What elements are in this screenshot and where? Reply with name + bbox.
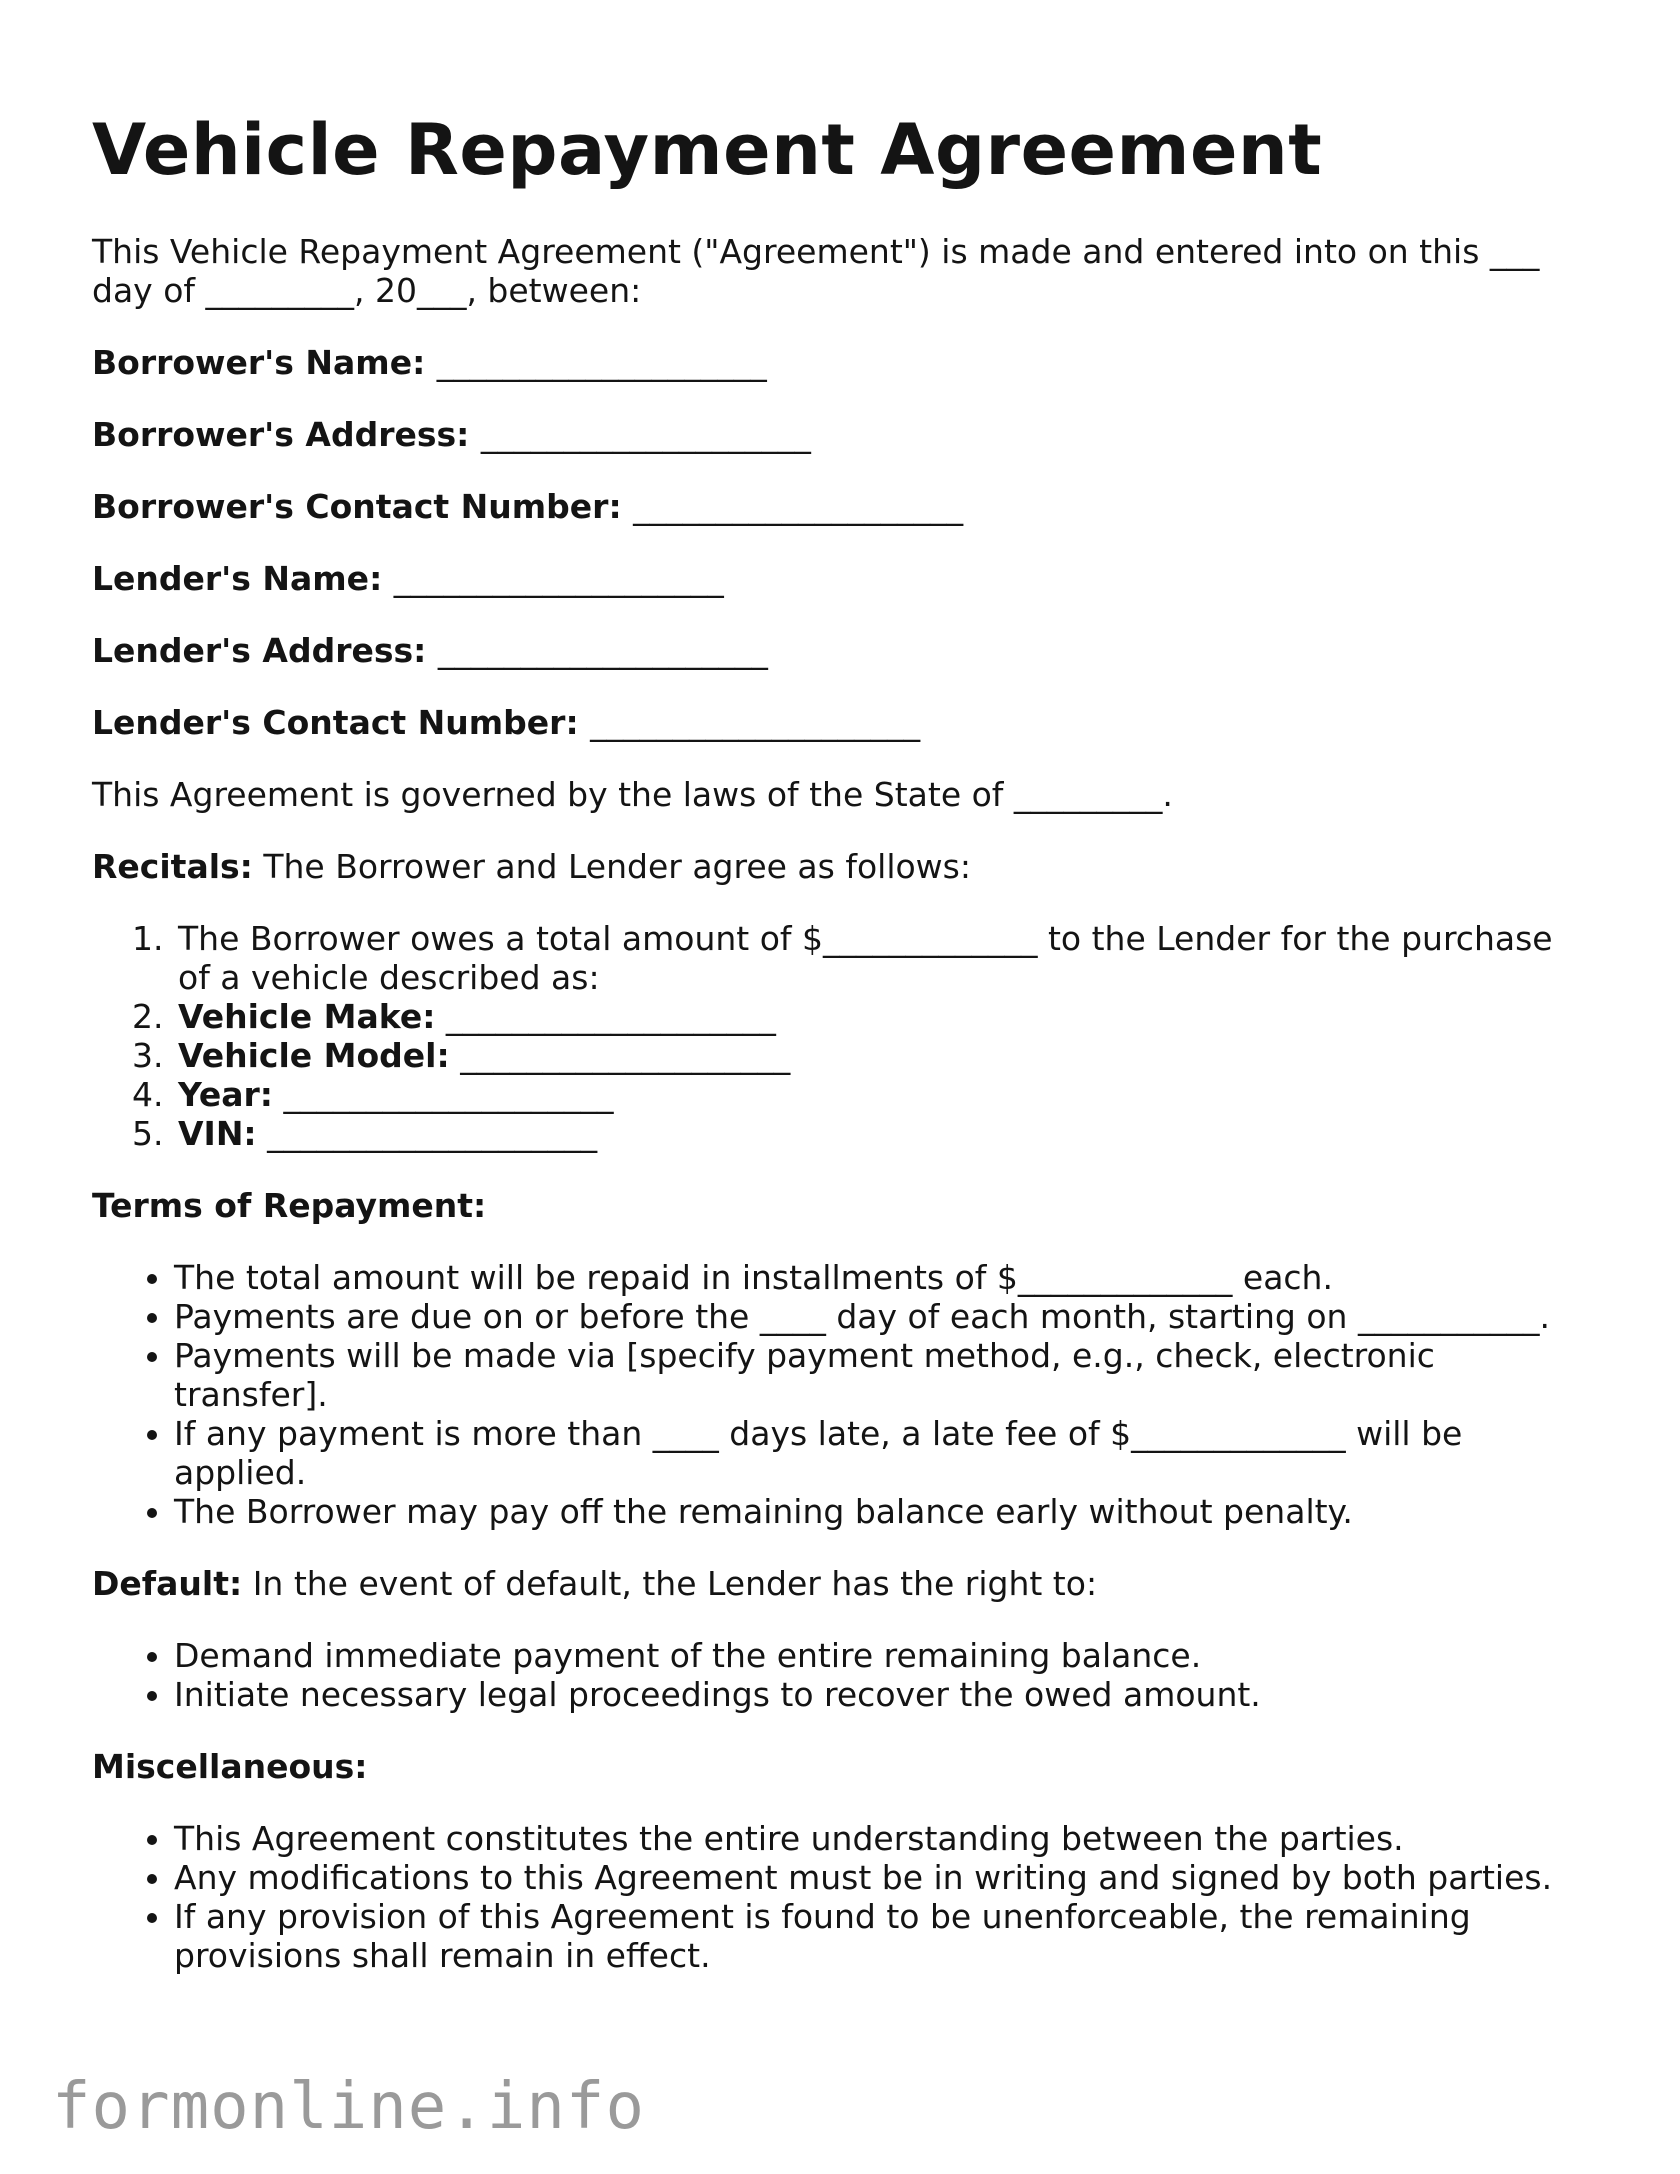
list-item: • This Agreement constitutes the entire understanding between the parties. <box>174 1819 1592 1858</box>
default-paragraph <box>92 1564 1592 1603</box>
recitals-text: The Borrower and Lender agree as follows: <box>263 847 971 886</box>
list-item: • If any payment is more than ____ days late, a late fee of $_____________ will be applied. <box>174 1414 1592 1492</box>
list-item <box>174 997 1592 1036</box>
vehicle-make-label: Vehicle Make: <box>178 997 436 1036</box>
recitals-heading: Recitals: <box>92 847 253 886</box>
list-item: • Any modifications to this Agreement must be in writing and signed by both parties. <box>174 1858 1592 1897</box>
intro-paragraph: This Vehicle Repayment Agreement ("Agreement") is made and entered into on this ___ day of _________, 20___, between: <box>92 232 1540 310</box>
terms-list <box>92 1258 1592 1531</box>
vehicle-year-label: Year: <box>178 1075 273 1114</box>
field-blank: ____________________ <box>445 997 776 1036</box>
list-item: • Payments are due on or before the ____ day of each month, starting on ___________. <box>174 1297 1592 1336</box>
field-blank: ____________________ <box>590 703 921 742</box>
vehicle-model-label: Vehicle Model: <box>178 1036 450 1075</box>
watermark: formonline.info <box>52 2070 645 2144</box>
governing-law-paragraph: This Agreement is governed by the laws of the State of _________. <box>92 775 1173 814</box>
field-label: Lender's Contact Number: <box>92 703 579 742</box>
field-label: Borrower's Contact Number: <box>92 487 622 526</box>
borrower-name-field <box>92 343 1592 382</box>
field-blank: ____________________ <box>393 559 724 598</box>
default-text: In the event of default, the Lender has the right to: <box>252 1564 1098 1603</box>
list-item: • Demand immediate payment of the entire remaining balance. <box>174 1636 1592 1675</box>
page-title: Vehicle Repayment Agreement <box>92 109 1323 191</box>
list-item <box>174 1114 1592 1153</box>
list-item: 1. The Borrower owes a total amount of $_____________ to the Lender for the purchase of a vehicle described as: <box>174 919 1592 997</box>
field-label: Lender's Address: <box>92 631 427 670</box>
list-item: • If any provision of this Agreement is found to be unenforceable, the remaining provisions shall remain in effect. <box>174 1897 1592 1975</box>
vehicle-vin-label: VIN: <box>178 1114 257 1153</box>
misc-list <box>92 1819 1592 1975</box>
recitals-list <box>92 919 1592 1153</box>
field-blank: ____________________ <box>460 1036 791 1075</box>
field-label: Borrower's Name: <box>92 343 426 382</box>
list-item: • The Borrower may pay off the remaining balance early without penalty. <box>174 1492 1592 1531</box>
field-label: Lender's Name: <box>92 559 383 598</box>
list-item: • The total amount will be repaid in installments of $_____________ each. <box>174 1258 1592 1297</box>
list-item <box>174 1036 1592 1075</box>
misc-heading-text: Miscellaneous: <box>92 1747 368 1786</box>
default-list <box>92 1636 1592 1714</box>
field-blank: ____________________ <box>267 1114 598 1153</box>
list-item: • Payments will be made via [specify payment method, e.g., check, electronic transfer]. <box>174 1336 1592 1414</box>
document-page <box>92 110 1592 2008</box>
lender-name-field <box>92 559 1592 598</box>
misc-heading <box>92 1747 1592 1786</box>
field-blank: ____________________ <box>436 343 767 382</box>
borrower-address-field <box>92 415 1592 454</box>
lender-contact-field <box>92 703 1592 742</box>
terms-heading <box>92 1186 1592 1225</box>
list-item: • Initiate necessary legal proceedings to recover the owed amount. <box>174 1675 1592 1714</box>
field-blank: ____________________ <box>633 487 964 526</box>
list-item <box>174 1075 1592 1114</box>
recitals-paragraph <box>92 847 1592 886</box>
field-blank: ____________________ <box>283 1075 614 1114</box>
field-label: Borrower's Address: <box>92 415 470 454</box>
terms-heading-text: Terms of Repayment: <box>92 1186 487 1225</box>
borrower-contact-field <box>92 487 1592 526</box>
lender-address-field <box>92 631 1592 670</box>
default-heading: Default: <box>92 1564 243 1603</box>
field-blank: ____________________ <box>480 415 811 454</box>
field-blank: ____________________ <box>437 631 768 670</box>
